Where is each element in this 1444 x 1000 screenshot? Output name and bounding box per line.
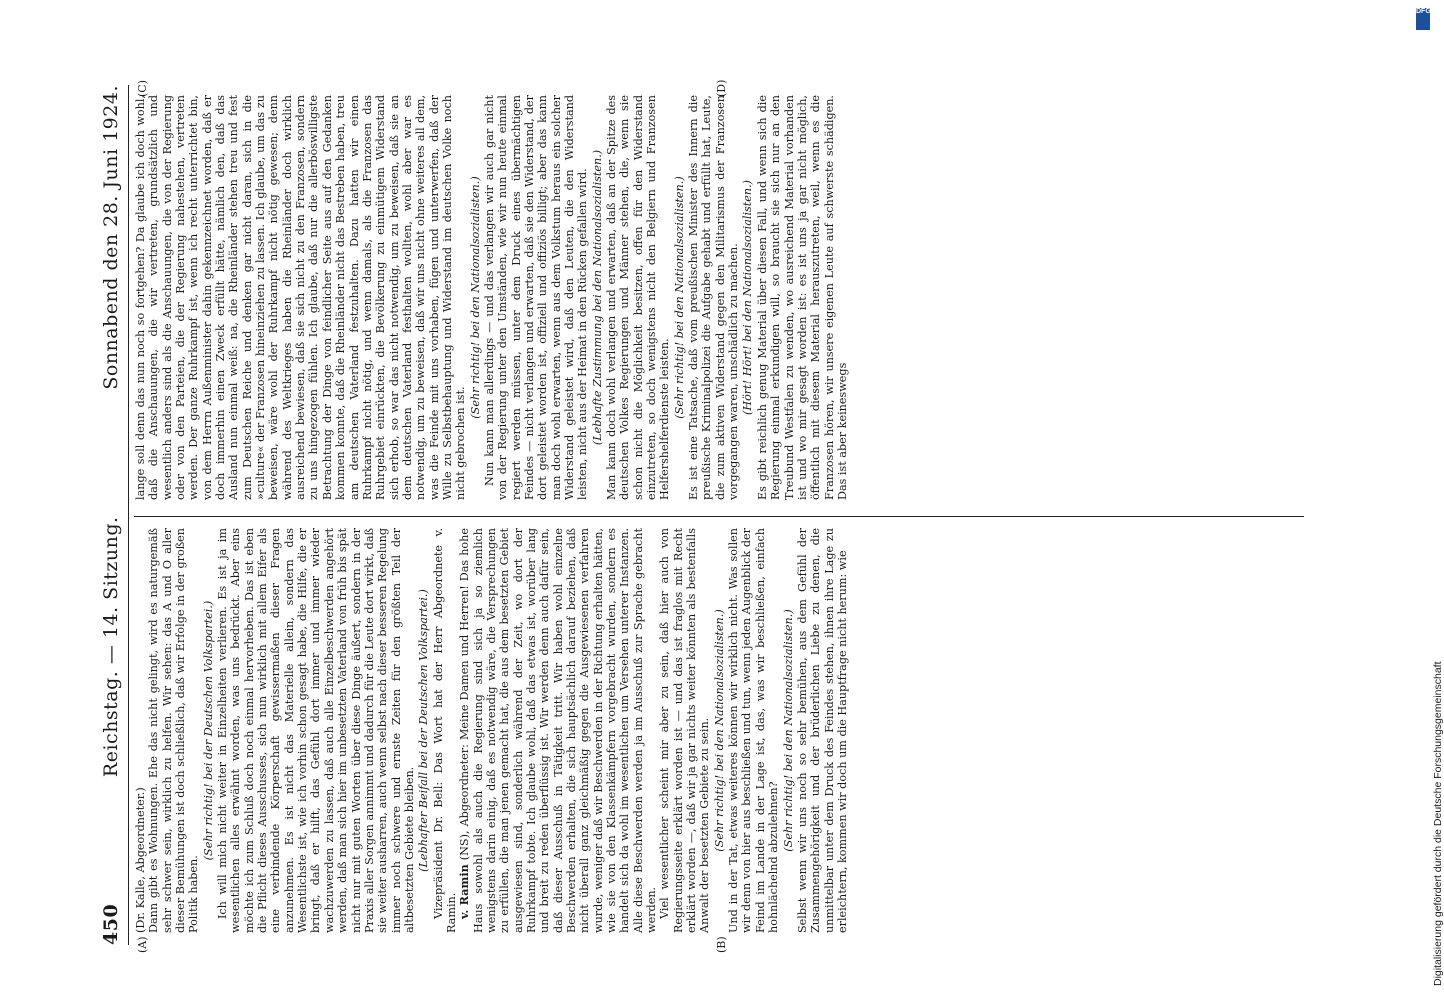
paragraph: lange soll denn das nun noch so fortgehen? Da glaube ich doch wohl, daß die Anschauungen, die wir vertreten, grundsätzlich und wesentlich anders sind als die Anschauungen, die von der Regierung oder von den Parteien, die der Regierung nahestehen, vertreten werden. Der ganze Ruhrkampf ist, wenn ich recht unterrichtet bin, von dem Herrn Außenminister dahin gekennzeichnet worden, daß er doch immerhin einen Zweck erfüllt hätte, nämlich den, daß das Ausland nun einmal weiß: na, die Rheinländer stehen treu und fest zum Deutschen Reiche und denken gar nicht daran, sich in die »culture« der Franzosen hineinziehen zu lassen. Ich glaube, um das zu beweisen, wäre wohl der Ruhrkampf nicht nötig gewesen; denn während des Weltkrieges haben die Rheinländer doch wirklich ausreichend bewiesen, daß sie sich nicht zu den Franzosen, sondern zu uns hingezogen fühlen. Ich glaube, daß nur die allerböswilligste Betrachtung der Dinge von feindlicher Seite aus auf den Gedanken kommen konnte, daß die Rheinländer nicht das Bestreben haben, treu am deutschen Vaterland festzuhalten. Dazu hatten wir einen Ruhrkampf nicht nötig, und wenn damals, als die Franzosen das Ruhrgebiet einrückten, die Bevölkerung zu einmütigem Widerstand sich erhob, so war das nicht notwendig, um zu beweisen, daß sie an dem deutschen Vaterland festhalten wollten, wohl aber war es notwendig, um zu beweisen, daß wir uns nicht ohne weiteres all dem, was die Feinde mit uns vorhaben, fügen und unterwerfen, daß der Wille zu Selbstbehauptung und Widerstand im deutschen Volke noch nicht gebrochen ist.	[134, 95, 468, 500]
dfg-logo: DFG	[1416, 8, 1430, 30]
margin-mark-b: (B)	[715, 936, 728, 953]
speaker-name: v. Ramin	[457, 864, 472, 919]
reaction: (Sehr richtig! bei der Deutschen Volkspartei.)	[201, 600, 215, 861]
reaction: (Lebhafte Zustimmung bei den Nationalsozialisten.)	[590, 149, 604, 446]
paragraph: Es gibt reichlich genug Material über diesen Fall, und wenn sich die Regierung einmal erkundigen will, so braucht sie sich nur an den Treubund Westfalen zu wenden, wo ausreichend Material vorhanden ist und wo mir gesagt worden ist: es ist uns ja gar nicht möglich, öffentlich mit diesem Material herauszutreten, weil, wenn es die Franzosen hören, wir unsere eigenen Leute auf schwerste schädigen. Das ist aber keineswegs	[755, 95, 849, 500]
paragraph	[458, 528, 658, 933]
digitization-note: Digitalisierung gefördert durch die Deutsche Forschungsgemeinschaft	[1432, 661, 1444, 986]
header-left-title: Reichstag. — 14. Sitzung.	[100, 516, 122, 778]
right-column	[134, 95, 849, 500]
document-page	[100, 79, 1310, 953]
paragraph: Viel wesentlicher scheint mir aber zu sein, daß hier auch von Regierungsseite erklärt worden ist — und das ist fraglos mit Recht erklärt worden —, daß wir ja gar nichts weiter könnten als bestenfalls Anwalt der besetzten Gebiete zu sein.	[658, 528, 712, 933]
paragraph: Es ist eine Tatsache, daß vom preußischen Minister des Innern die preußische Kriminalpolizei die Aufgabe gehabt und erfüllt hat, Leute, die zum aktiven Widerstand gegen den Militarismus der Franzosen vorgegangen waren, unschädlich zu machen.	[687, 95, 741, 500]
header-right-title: Sonnabend den 28. Juni 1924.	[100, 85, 122, 390]
paragraph: Vizepräsident Dr. Bell: Das Wort hat der Herr Abgeordnete v. Ramin.	[431, 528, 458, 933]
paragraph: Und in der Tat, etwas weiteres können wir wirklich nicht. Was sollen wir denn von hier aus beschließen und tun, wenn jeden Augenblick der Feind im Lande in der Lage ist, das, was wir beschließen, einfach hohnlächelnd abzulehnen?	[727, 528, 781, 933]
reaction: (Sehr richtig! bei den Nationalsozialisten.)	[712, 609, 726, 852]
reaction: (Sehr richtig! bei den Nationalsozialisten.)	[781, 609, 795, 852]
reaction: (Sehr richtig! bei den Nationalsozialisten.)	[468, 176, 482, 419]
paragraph: Selbst wenn wir uns noch so sehr bemühen, aus dem Gefühl der Zusammengehörigkeit und der brüderlichen Liebe zu denen, die unmittelbar unter dem Druck des Feindes stehen, ihnen ihre Lage zu erleichtern, kommen wir doch um die Hauptfrage nicht herum: wie	[795, 528, 849, 933]
paragraph: Nun kann man allerdings — und das verlangen wir auch gar nicht von der Regierung unter den Umständen, wie wir nun heute einmal regiert werden müssen, unter dem Druck eines übermächtigen Feindes — nicht verlangen und erwarten, daß sie den Widerstand, der dort geleistet worden ist, offiziell und offiziös billigt; aber das kann man doch wohl erwarten, wenn aus dem Volkstum heraus ein solcher Widerstand geleistet wird, daß den Leuten, die den Widerstand leisten, nicht aus der Heimat in den Rücken gefallen wird.	[482, 95, 590, 500]
page-header	[100, 85, 129, 945]
page-number: 450	[100, 903, 122, 945]
column-divider	[134, 516, 1304, 517]
reaction: (Sehr richtig! bei den Nationalsozialisten.)	[672, 176, 686, 419]
paragraph: Man kann doch wohl verlangen und erwarten, daß an der Spitze des deutschen Volkes Regierungen und Männer stehen, die, wenn sie schon nicht die Möglichkeit besitzen, offen für den Widerstand einzutreten, so doch wenigstens nicht den Belgiern und Franzosen Helfershelferdienste leisten.	[605, 95, 672, 500]
left-column	[134, 528, 849, 933]
digitization-sidebar	[1414, 8, 1444, 998]
paragraph: Ich will mich nicht weiter in Einzelheiten verlieren. Es ist ja im wesentlichen alles erwähnt worden, was uns bedrückt. Aber eins möchte ich zum Schluß doch noch einmal hervorheben. Das ist eben die Pflicht dieses Ausschusses, sich nun wirklich mit allem Eifer als eine verbindende Körperschaft gewissermaßen dieser Fragen anzunehmen. Es ist nicht das Materielle allein, sondern das Wesentlichste ist, wie ich vorhin schon gesagt habe, die Hilfe, die er bringt, daß er hilft, das Gefühl dort immer und immer wieder wachzuwerden zu lassen, daß auch alle Einzelbeschwerden angehört werden, daß man sich hier im unbesetzten Vaterland von früh bis spät nicht nur mit guten Worten über diese Dinge äußert, sondern in der Praxis aller Sorgen annimmt und dadurch für die Leute dort wirkt, daß sie weiter ausharren, auch wenn selbst nach dieser besseren Regelung immer noch schwere und ernste Zeiten für den größten Teil der altbesetzten Gebiete bleiben.	[216, 528, 416, 933]
reaction: (Hört! Hört! bei den Nationalsozialisten.)	[741, 179, 755, 416]
paragraph: Dann gibt es Wohnungen. Ehe das nicht gelingt, wird es naturgemäß sehr schwer sein, wirklich zu helfen. Wir sehen: das A und O aller dieser Bemühungen ist doch schließlich, daß wir Erfolge in der großen Politik haben.	[147, 528, 201, 933]
margin-mark-c: (C)	[136, 80, 149, 97]
margin-mark-d: (D)	[715, 79, 728, 97]
speech-text: (NS), Abgeordneter: Meine Damen und Herren! Das hohe Haus sowohl als auch die Regierung sind sich ja so ziemlich wenigstens darin einig, daß es notwendig wäre, die Versprechungen zu erfüllen, die man jenen gemacht hat, die aus dem besetzten Gebiet ausgewiesen sind, sonderlich während der Zeit, wo dort der Ruhrkampf tobte. Ich glaube wohl, daß das etwas ist, worüber lang und breit zu reden überflüssig ist. Wir werden denn auch dafür sein, daß dieser Ausschuß in Tätigkeit tritt. Wir haben wohl einzelne Beschwerden erhalten, die sich hauptsächlich darauf beziehen, daß nicht überall ganz gleichmäßig gegen die Ausgewiesenen verfahren wurde, weniger daß wir Beschwerden in der Richtung erhalten hätten, wie sie von den Klassenkämpfern vorgebracht wurden, sondern es handelt sich da wohl im wesentlichen um Versehen unterer Instanzen. Alle diese Beschwerden werden ja im Ausschuß zur Sprache gebracht werden.	[458, 528, 659, 933]
speaker-line: (Dr. Kalle, Abgeordneter.)	[134, 787, 147, 933]
margin-mark-a: (A)	[136, 936, 149, 953]
reaction: (Lebhafter Beifall bei der Deutschen Volkspartei.)	[417, 589, 431, 872]
